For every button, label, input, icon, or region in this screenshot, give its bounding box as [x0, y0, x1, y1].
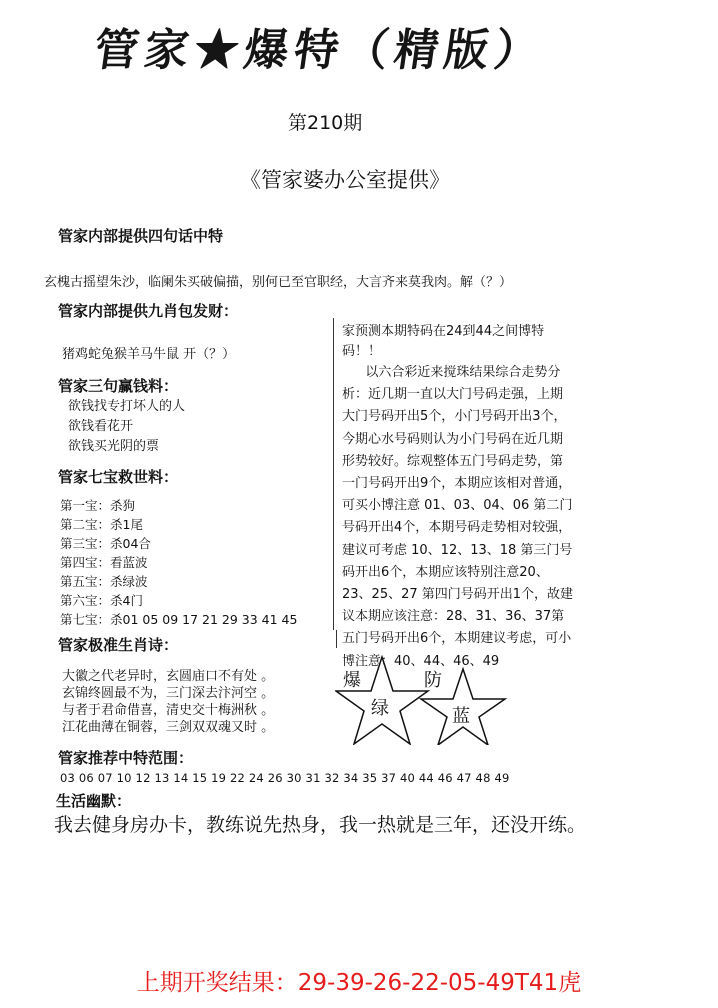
treasure-item: 第五宝：杀绿波 — [60, 574, 148, 589]
money-line: 欲钱看花开 — [68, 419, 134, 434]
column-divider — [336, 630, 337, 648]
nine-zodiac-text: 猪鸡蛇兔猴羊马牛鼠 开（？） — [62, 347, 236, 362]
poem-title: 管家极准生肖诗： — [58, 636, 179, 654]
four-lines-text: 玄槐古摇望朱沙，临阑朱买破偏描，别何已至官职经，大言齐来莫我肉。解（？） — [44, 275, 513, 290]
star-text-right: 蓝 — [452, 706, 470, 727]
analysis-text: 以六合彩近来搅珠结果综合走势分析：近几期一直以大门号码走强，上期大门号码开出5个，小门号码开出3个，今期心水号码则认为小门号码在近几期形势较好。综观整体五门号码走势，第一门号码开出9个，本期应该相对普通，可买小博注意 01、03、04、06 第二门号码开出4个，本期号码走势相对较强，建议可考虑 10、12、13、18 第三门号码开出6个，本期应该特别注意20、23、25、27 第四门号码开出1个，故建议本期应该注意：28、31、36、37第五门号码开出6个，本期建议考虑，可小博注意：40、44、46、49 — [342, 365, 574, 669]
poem-line: 与者于君命借喜，清史交十梅洲秋 。 — [62, 703, 275, 718]
treasure-item: 第六宝：杀4门 — [60, 593, 143, 608]
treasure-title: 管家七宝救世料： — [58, 468, 179, 486]
four-lines-title: 管家内部提供四句话中特 — [58, 227, 224, 245]
humor-title: 生活幽默： — [56, 792, 132, 810]
treasure-item: 第三宝：杀04合 — [60, 536, 151, 551]
range-numbers: 03 06 07 10 12 13 14 15 19 22 24 26 30 31 32 34 35 37 40 44 46 47 48 49 — [60, 771, 510, 785]
humor-text: 我去健身房办卡，教练说先热身，我一热就是三年，还没开练。 — [54, 814, 587, 836]
treasure-item: 第二宝：杀1尾 — [60, 517, 143, 532]
star-label-left: 爆 — [343, 670, 361, 691]
poem-line: 江花曲薄在铜蓉，三剑双双魂又时 。 — [62, 720, 275, 735]
prediction-text: 家预测本期特码在24到44之间博特码！！ — [342, 324, 545, 359]
issue-number: 第210期 — [288, 112, 363, 134]
treasure-item: 第一宝：杀狗 — [60, 498, 136, 513]
money-line: 欲钱找专打坏人的人 — [68, 399, 186, 414]
star-text-left: 绿 — [371, 698, 389, 719]
banner-title: 管家★爆特（精版） — [90, 25, 548, 76]
provider-line: 《管家婆办公室提供》 — [240, 168, 450, 192]
range-title: 管家推荐中特范围： — [58, 749, 194, 767]
star-icon-pair — [335, 655, 515, 745]
nine-zodiac-title: 管家内部提供九肖包发财： — [58, 302, 239, 320]
poem-line: 玄锦终圆最不为，三门深去汴河空 。 — [62, 686, 275, 701]
money-title: 管家三句赢钱料： — [58, 377, 179, 395]
analysis-panel — [333, 318, 574, 669]
last-result: 上期开奖结果：29-39-26-22-05-49T41虎 — [136, 970, 582, 996]
poem-line: 大徽之代老异时，玄圆庙口不有处 。 — [62, 669, 275, 684]
star-label-right: 防 — [424, 670, 442, 691]
money-line: 欲钱买光阴的票 — [68, 439, 160, 454]
treasure-item: 第七宝：杀01 05 09 17 21 29 33 41 45 — [60, 612, 298, 627]
treasure-item: 第四宝：看蓝波 — [60, 555, 148, 570]
